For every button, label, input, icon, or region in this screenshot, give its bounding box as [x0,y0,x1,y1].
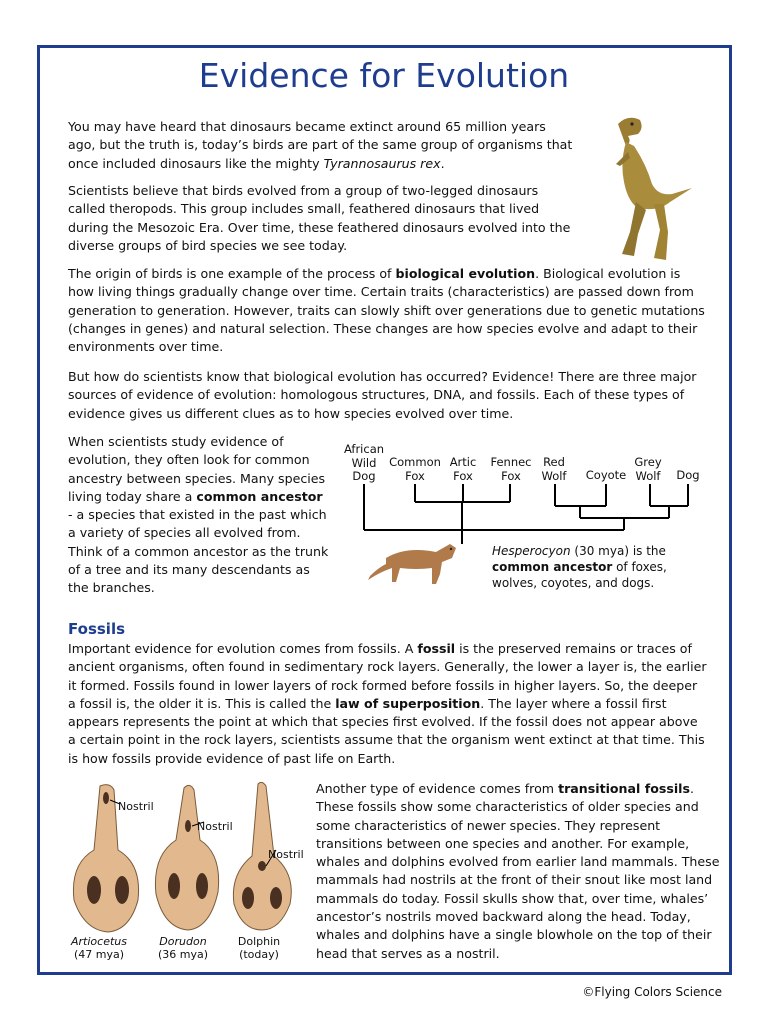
term-common-ancestor: common ancestor [196,488,323,504]
term-law-of-superposition: law of superposition [335,695,481,711]
tree-species-label: Grey Wolf [634,455,662,483]
fossils-text: . These fossils show some characteristics of older species and some characteristics of newer species. They represent transitions between one species and another. For example, whales and dolphins evolved from earlier land mammals. These mammals had nostrils at the front of their snout like most land mammals do today. Fossil skulls show that, over time, whales’ ancestor’s nostrils moved backward along the head. Today, whales and dolphins have a single blowhole on the top of their head that serves as a nostril. [316,781,720,961]
hesperocyon-name: Hesperocyon [492,544,571,558]
intro-text: . Biological evolution is how living things gradually change over time. Certain traits (characteristics) are passed down from generation to generation. However, traits can slowly shift over generations due to genetic mutations (changes in genes) and natural selection. These changes are how species evolve and adapt to their environments over time. [68,266,705,355]
copyright-footer: ©Flying Colors Science [582,985,722,999]
skull-caption [228,935,290,961]
skull-caption [150,935,216,961]
fossils-text: Another type of evidence comes from [316,781,559,796]
term-common-ancestor: common ancestor [492,560,613,574]
hesperocyon-illustration [366,538,464,588]
tree-species-label: Dog [676,468,700,482]
term-biological-evolution: biological evolution [395,266,536,281]
skull-name: Dorudon [159,935,207,948]
nostril-label: Nostril [118,800,154,813]
intro-text: The origin of birds is one example of the process of [68,266,396,281]
trex-name: Tyrannosaurus rex [323,155,441,171]
skull-age: (today) [239,948,279,961]
term-transitional-fossils: transitional fossils [558,781,690,796]
fossils-text: Important evidence for evolution comes from fossils. A [68,641,418,656]
fossils-text: is the preserved remains or traces of ancient organisms, often found in sedimentary rock layers. Generally, the lower a layer is, the earlier it formed. Fossils found in lower layers of rock formed before fossils in higher layers. So, the deeper a fossil is, the older it is. This is called the [68,641,707,711]
fossils-paragraph-2 [316,780,720,963]
intro-text: . [440,155,445,171]
caption-text: of foxes, wolves, coyotes, and dogs. [492,560,667,590]
nostril-label: Nostril [197,820,233,833]
intro-text: When scientists study evidence of evolution, they often look for common ancestry between species. Many species living today share a [68,434,326,504]
intro-paragraph-3 [68,265,708,356]
tree-species-label: Fennec Fox [490,455,532,483]
intro-text: - a species that existed in the past which a variety of species all evolved from. Think of a common ancestor as the trunk of a tree and its many descendants as the branches. [68,507,329,596]
fossils-paragraph-1 [68,640,708,768]
term-fossil: fossil [417,641,456,656]
caption-text: (30 mya) is the [570,544,666,558]
skull-age: (36 mya) [157,948,209,961]
fossils-heading: Fossils [68,620,126,638]
skull-caption [66,935,132,961]
nostril-label: Nostril [268,848,304,861]
skull-name: Dolphin [237,935,281,948]
tree-species-label: Artic Fox [449,455,477,483]
skull-age: (47 mya) [73,948,125,961]
intro-paragraph-5 [68,433,330,598]
tree-caption [492,543,704,591]
intro-paragraph-1 [68,118,573,173]
intro-paragraph-4: But how do scientists know that biological evolution has occurred? Evidence! There are three major sources of evidence of evolution: homologous structures, DNA, and fossils. Each of these types of evidence gives us different clues as to how species evolved over time. [68,369,697,421]
intro-paragraph-2: Scientists believe that birds evolved from a group of two-legged dinosaurs called theropods. This group includes small, feathered dinosaurs that lived during the Mesozoic Era. Over time, these feathered dinosaurs evolved into the diverse groups of bird species we see today. [68,183,571,253]
tree-species-label: Red Wolf [541,455,567,483]
page-title: Evidence for Evolution [198,56,570,95]
tree-species-label: Coyote [585,468,627,482]
fossils-text: . The layer where a fossil first appears represents the point at which that species first evolved. If the fossil does not appear above a certain point in the rock layers, scientists assume that the organism went extinct at that time. This is how fossils provide evidence of past life on Earth. [68,695,705,766]
skull-name: Artiocetus [71,935,127,948]
tree-species-label: Common Fox [389,455,441,483]
tyrannosaurus-illustration [588,112,696,270]
tree-species-label: African Wild Dog [343,442,385,483]
intro-text: You may have heard that dinosaurs became extinct around 65 million years ago, but the truth is, today’s birds are part of the same group of organisms that once included dinosaurs like the mighty [68,119,573,171]
